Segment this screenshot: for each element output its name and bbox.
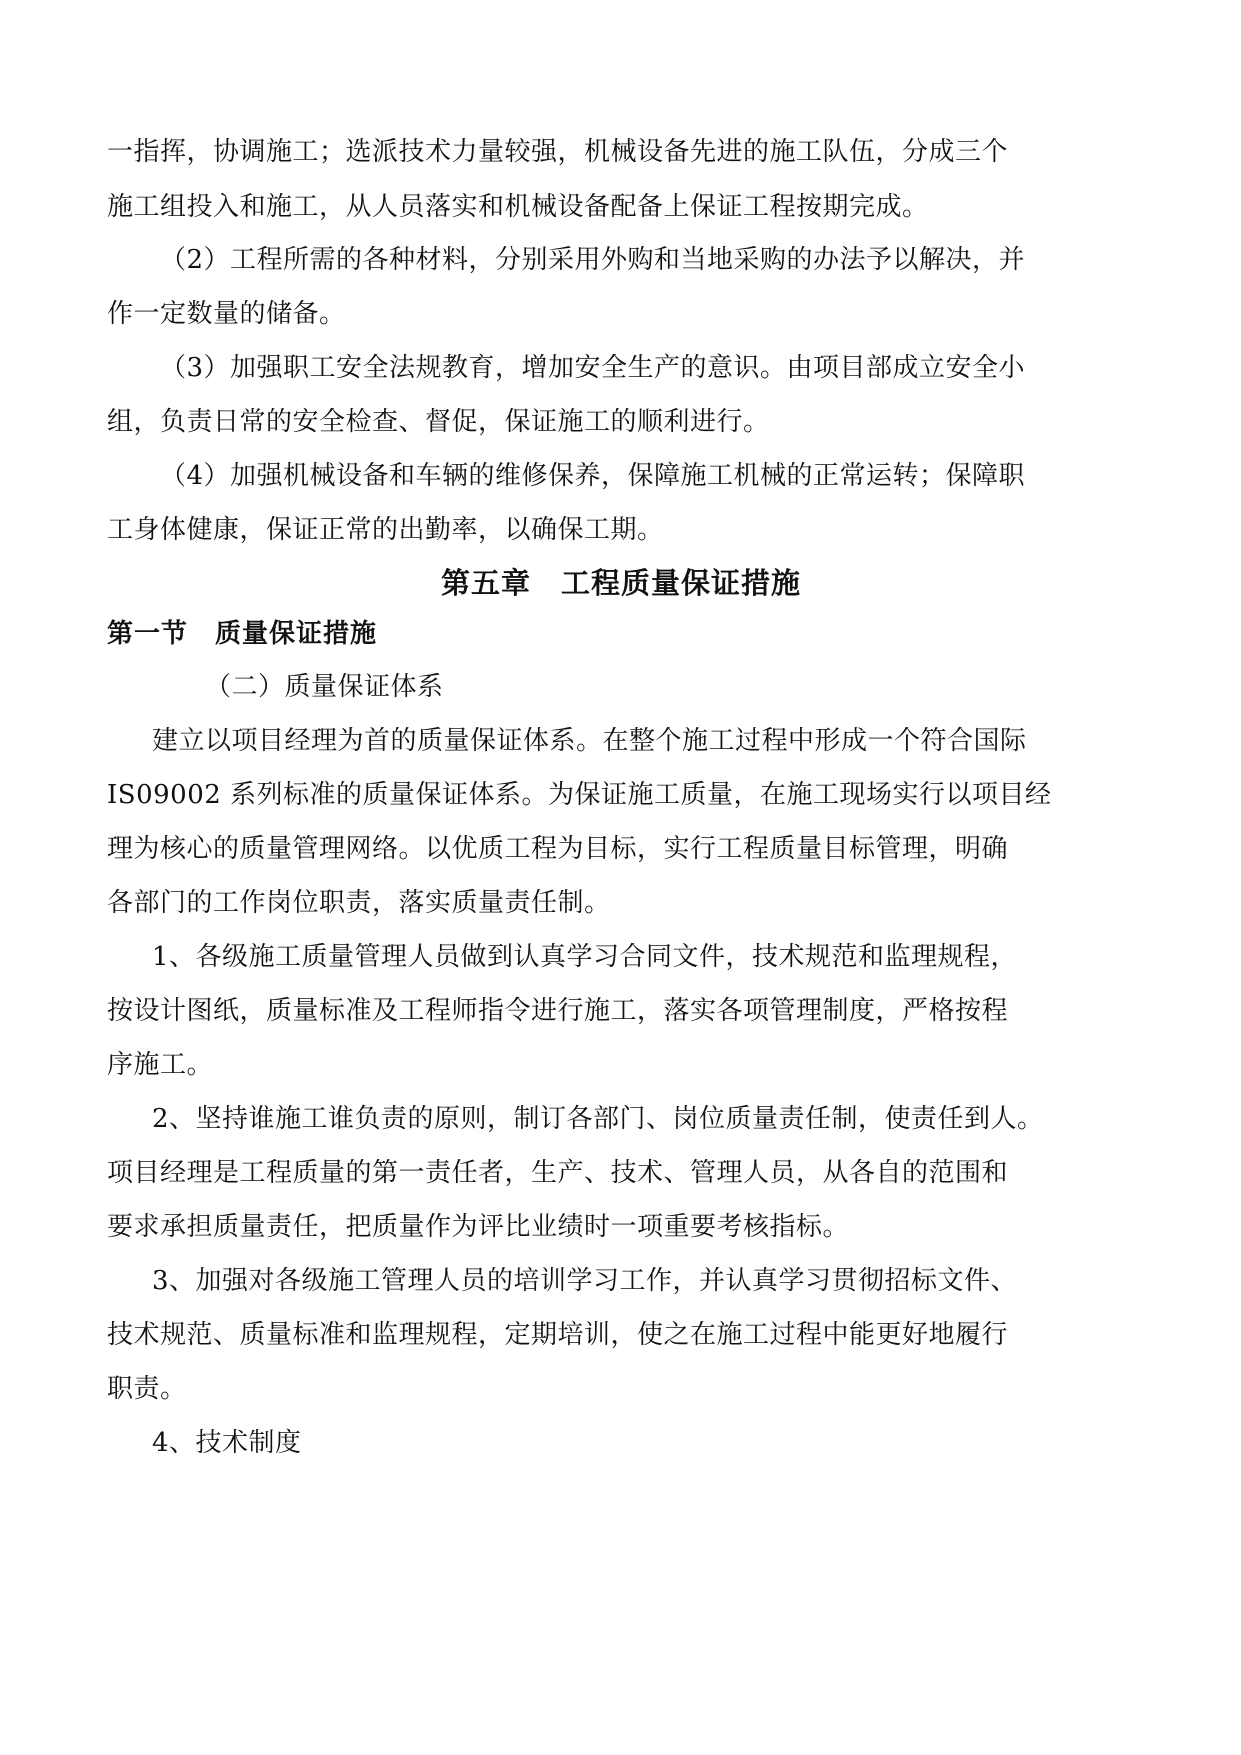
- list-item-line: 职责。: [107, 1374, 187, 1404]
- subsection-title: （二）质量保证体系: [205, 672, 444, 702]
- paragraph-line: 工身体健康，保证正常的出勤率，以确保工期。: [107, 515, 664, 545]
- paragraph-line: 各部门的工作岗位职责，落实质量责任制。: [107, 888, 611, 918]
- list-item-line: 3、加强对各级施工管理人员的培训学习工作，并认真学习贯彻招标文件、: [152, 1266, 1018, 1296]
- paragraph-line: （3）加强职工安全法规教育，增加安全生产的意识。由项目部成立安全小: [160, 353, 1026, 383]
- list-item-line: 2、坚持谁施工谁负责的原则，制订各部门、岗位质量责任制，使责任到人。: [152, 1104, 1044, 1134]
- list-item-line: 要求承担质量责任，把质量作为评比业绩时一项重要考核指标。: [107, 1212, 850, 1242]
- section-title: 第一节 质量保证措施: [107, 619, 378, 649]
- paragraph-line: （4）加强机械设备和车辆的维修保养，保障施工机械的正常运转；保障职: [160, 461, 1026, 491]
- paragraph-line: 建立以项目经理为首的质量保证体系。在整个施工过程中形成一个符合国际: [152, 726, 1027, 756]
- paragraph-line: IS09002 系列标准的质量保证体系。为保证施工质量，在施工现场实行以项目经: [107, 780, 1052, 810]
- paragraph-line: （2）工程所需的各种材料，分别采用外购和当地采购的办法予以解决，并: [160, 245, 1026, 275]
- list-item-line: 1、各级施工质量管理人员做到认真学习合同文件，技术规范和监理规程，: [152, 942, 1018, 972]
- paragraph-line: 理为核心的质量管理网络。以优质工程为目标，实行工程质量目标管理，明确: [107, 834, 1009, 864]
- paragraph-line: 组，负责日常的安全检查、督促，保证施工的顺利进行。: [107, 407, 770, 437]
- paragraph-line: 施工组投入和施工，从人员落实和机械设备配备上保证工程按期完成。: [107, 192, 929, 222]
- chapter-title: 第五章 工程质量保证措施: [441, 566, 802, 600]
- list-item-line: 序施工。: [107, 1050, 214, 1080]
- list-item-line: 按设计图纸，质量标准及工程师指令进行施工，落实各项管理制度，严格按程: [107, 996, 1009, 1026]
- list-item-line: 4、技术制度: [152, 1428, 302, 1458]
- paragraph-line: 一指挥，协调施工；选派技术力量较强，机械设备先进的施工队伍，分成三个: [107, 137, 1009, 167]
- paragraph-line: 作一定数量的储备。: [107, 299, 346, 329]
- list-item-line: 项目经理是工程质量的第一责任者，生产、技术、管理人员，从各自的范围和: [107, 1158, 1009, 1188]
- list-item-line: 技术规范、质量标准和监理规程，定期培训，使之在施工过程中能更好地履行: [107, 1320, 1009, 1350]
